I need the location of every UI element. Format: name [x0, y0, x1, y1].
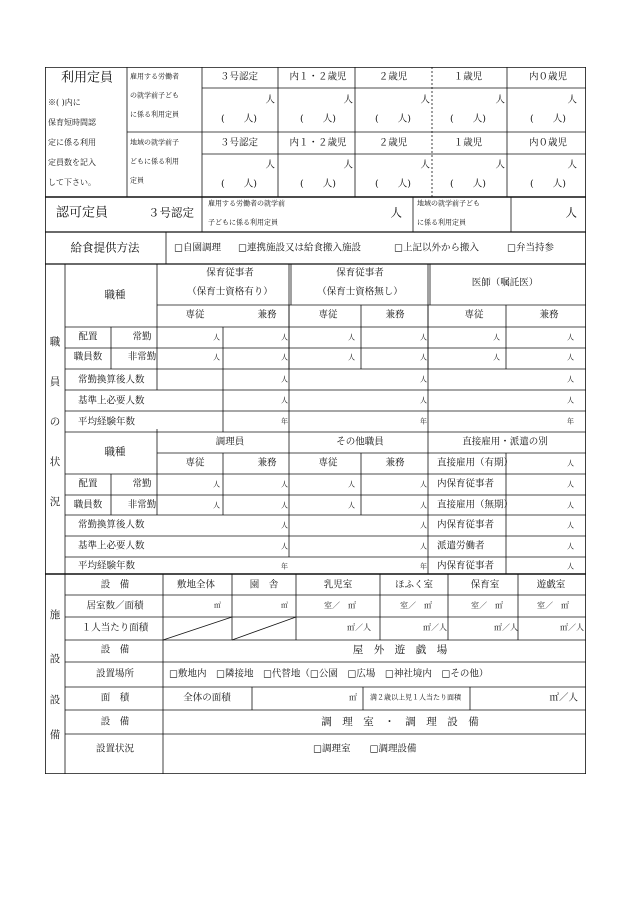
capacity-note-line: 定に係る利用: [48, 138, 96, 147]
regular-label: 常勤: [132, 331, 152, 343]
total-area-label: 全体の面積: [183, 692, 231, 704]
capacity-unit: 人: [495, 159, 505, 171]
meal-option: □弁当持参: [507, 242, 554, 254]
parttime-header: 兼務: [385, 309, 405, 321]
room-area-unit: 室／ ㎡: [537, 601, 569, 610]
capacity-header: 内０歳児: [528, 137, 568, 149]
area-label: 面 積: [100, 692, 130, 704]
converted-label: 常勤換算後人数: [78, 519, 145, 531]
capacity-header: １歳児: [453, 137, 483, 149]
nonregular-label: 非常勤: [127, 499, 157, 511]
unit: 人: [213, 501, 220, 510]
unit: 人: [213, 333, 220, 342]
room-header: 遊戯室: [536, 579, 566, 591]
staff-count-label: 職員数: [73, 351, 103, 363]
capacity-short-unit: ( 人): [530, 178, 566, 190]
unit: 人: [281, 542, 288, 551]
unit: 人: [567, 333, 574, 342]
unit: 人: [567, 480, 574, 489]
capacity-note-line: して下さい。: [48, 178, 96, 187]
room-area-unit: 室／ ㎡: [471, 601, 503, 610]
unit: 人: [281, 480, 288, 489]
unit: 人: [281, 353, 288, 362]
experience-label: 平均経験年数: [78, 416, 136, 428]
capacity-unit: 人: [265, 159, 275, 171]
capacity-short-unit: ( 人): [450, 178, 486, 190]
unit: 年: [281, 417, 288, 426]
unit: 人: [281, 521, 288, 530]
unit: 人: [420, 480, 427, 489]
required-label: 基準上必要人数: [78, 540, 145, 552]
grid-line: [232, 617, 296, 640]
doctor-header: 医師（嘱託医）: [471, 277, 539, 289]
room-header: 保育室: [470, 579, 500, 591]
staff-side-label: の: [49, 415, 61, 428]
capacity-unit: 人: [495, 94, 505, 106]
unit: 人: [420, 542, 427, 551]
capacity-short-unit: ( 人): [375, 113, 411, 125]
capacity-short-unit: ( 人): [300, 178, 336, 190]
playground-header: 屋 外 遊 戯 場: [352, 643, 448, 656]
capacity-unit: 人: [567, 159, 577, 171]
unit: 人: [567, 396, 574, 405]
unit: 人: [281, 375, 288, 384]
sqm-per-person-unit: ㎡／人: [560, 623, 584, 632]
unit: 人: [213, 480, 220, 489]
capacity-unit: 人: [420, 159, 430, 171]
direct-employment-row: 直接雇用（有期）: [437, 457, 514, 469]
employee-capacity-label: の就学前子ども: [130, 91, 179, 100]
unit: 年: [567, 417, 574, 426]
capacity-header: ３号認定: [219, 71, 259, 83]
room-area-unit: 室／ ㎡: [400, 601, 432, 610]
meal-option: □自園調理: [174, 242, 221, 254]
staff-side-label: 況: [49, 495, 61, 508]
unit: 人: [567, 562, 574, 571]
placement-label: 配置: [78, 331, 98, 343]
community-capacity-label: どもに係る利用: [130, 157, 179, 166]
capacity-header: ２歳児: [378, 137, 408, 149]
job-type-label: 職種: [104, 288, 126, 301]
capacity-unit: 人: [567, 94, 577, 106]
unit: 人: [567, 521, 574, 530]
authorized-title: 認可定員: [55, 205, 109, 221]
capacity-header: 内１・２歳児: [289, 71, 347, 83]
childcare-facility-form: [45, 67, 586, 774]
nursery-qualified-header: （保育士資格有り）: [187, 286, 273, 298]
unit: 人: [348, 333, 355, 342]
nonregular-label: 非常勤: [127, 351, 157, 363]
room-header: 乳児室: [323, 579, 353, 591]
sqm-per-person-unit: ㎡／人: [423, 623, 447, 632]
sqm-unit: ㎡: [214, 601, 221, 610]
capacity-note-line: ※( )内に: [48, 98, 81, 107]
unit: 人: [420, 333, 427, 342]
capacity-unit: 人: [343, 159, 353, 171]
experience-label: 平均経験年数: [78, 560, 136, 572]
nursery-qualified-header: 保育従事者: [206, 267, 254, 279]
capacity-short-unit: ( 人): [300, 113, 336, 125]
unit: 人: [281, 333, 288, 342]
direct-employment-row: 直接雇用（無期）: [437, 499, 514, 511]
meal-title: 給食提供方法: [70, 240, 140, 255]
authorized-community-label: に係る利用定員: [417, 218, 466, 227]
direct-employment-row: 内保育従事者: [437, 560, 495, 572]
required-label: 基準上必要人数: [78, 395, 145, 407]
capacity-unit: 人: [265, 94, 275, 106]
facility-side-label: 設: [49, 693, 61, 706]
staff-side-label: 状: [49, 455, 61, 468]
sqm-per-person-unit: ㎡／人: [494, 623, 518, 632]
direct-employment-row: 派遣労働者: [437, 540, 485, 552]
unit: 年: [281, 562, 288, 571]
kitchen-status-options: □調理室 □調理設備: [313, 743, 417, 755]
unit: 人: [348, 480, 355, 489]
parttime-header: 兼務: [385, 457, 405, 469]
unit: 人: [420, 375, 427, 384]
capacity-header: 内０歳児: [528, 71, 568, 83]
unit: 人: [281, 501, 288, 510]
unit: 人: [420, 501, 427, 510]
job-type-label: 職種: [104, 445, 126, 458]
authorized-employee-label: 子どもに係る利用定員: [208, 218, 278, 227]
unit: 人: [348, 353, 355, 362]
staff-side-label: 員: [49, 375, 61, 388]
employee-capacity-label: に係る利用定員: [130, 110, 179, 119]
capacity-short-unit: ( 人): [530, 113, 566, 125]
location-options: □敷地内 □隣接地 □代替地（□公園 □広場 □神社境内 □その他）: [169, 668, 489, 680]
unit: 年: [420, 562, 427, 571]
direct-employment-row: 内保育従事者: [437, 478, 495, 490]
room-area-unit: 室／ ㎡: [324, 601, 356, 610]
sqm-per-person-unit: ㎡／人: [347, 623, 371, 632]
room-header: 園 舎: [249, 579, 279, 591]
room-header: 敷地全体: [176, 579, 216, 591]
other-staff-header: その他職員: [336, 436, 384, 448]
unit: 年: [420, 417, 427, 426]
authorized-employee-label: 雇用する労働者の就学前: [208, 199, 285, 208]
capacity-short-unit: ( 人): [375, 178, 411, 190]
employee-capacity-label: 雇用する労働者: [130, 72, 179, 81]
sqm-per-person-unit: ㎡／人: [549, 692, 578, 704]
capacity-unit: 人: [420, 94, 430, 106]
capacity-note-line: 定員数を記入: [48, 158, 96, 167]
fulltime-header: 専従: [185, 457, 205, 469]
unit: 人: [567, 375, 574, 384]
sqm-unit: ㎡: [281, 601, 288, 610]
capacity-header: ２歳児: [378, 71, 408, 83]
per-child-row-label: １人当たり面積: [81, 622, 149, 634]
parttime-header: 兼務: [257, 457, 277, 469]
placement-label: 配置: [78, 478, 98, 490]
capacity-short-unit: ( 人): [221, 113, 257, 125]
fulltime-header: 専従: [318, 309, 338, 321]
direct-employment-header: 直接雇用・派遣の別: [462, 436, 548, 448]
unit: 人: [281, 396, 288, 405]
capacity-unit: 人: [343, 94, 353, 106]
capacity-short-unit: ( 人): [221, 178, 257, 190]
authorized-type: ３号認定: [148, 205, 194, 220]
fulltime-header: 専従: [318, 457, 338, 469]
unit: 人: [420, 396, 427, 405]
equipment-header: 設 備: [100, 579, 130, 591]
authorized-community-label: 地域の就学前子ども: [417, 199, 480, 208]
capacity-header: １歳児: [453, 71, 483, 83]
unit: 人: [213, 353, 220, 362]
facility-side-label: 設: [49, 652, 61, 665]
parttime-header: 兼務: [257, 309, 277, 321]
fulltime-header: 専従: [185, 309, 205, 321]
unit: 人: [493, 333, 500, 342]
unit: 人: [567, 353, 574, 362]
authorized-unit: 人: [390, 205, 402, 220]
unit: 人: [567, 542, 574, 551]
unit: 人: [420, 521, 427, 530]
fulltime-header: 専従: [464, 309, 484, 321]
authorized-unit: 人: [565, 205, 577, 220]
community-capacity-label: 地域の就学前子: [130, 138, 179, 147]
unit: 人: [420, 353, 427, 362]
room-header: ほふく室: [394, 579, 434, 591]
facility-side-label: 施: [49, 608, 61, 621]
facility-side-label: 備: [49, 728, 61, 741]
regular-label: 常勤: [132, 478, 152, 490]
unit: 人: [348, 501, 355, 510]
grid-line: [163, 617, 232, 640]
converted-label: 常勤換算後人数: [78, 374, 145, 386]
capacity-title: 利用定員: [60, 70, 114, 86]
capacity-header: ３号認定: [219, 137, 259, 149]
unit: 人: [493, 353, 500, 362]
per-child-2plus-label: 満２歳以上児１人当たり面積: [370, 693, 461, 702]
status-label: 設置状況: [95, 743, 135, 755]
sqm-unit: ㎡: [349, 693, 357, 702]
direct-employment-row: 内保育従事者: [437, 519, 495, 531]
meal-option: □上記以外から搬入: [394, 242, 479, 254]
nursery-unqualified-header: 保育従事者: [336, 267, 384, 279]
unit: 人: [567, 459, 574, 468]
kitchen-header: 調 理 室 ・ 調 理 設 備: [321, 715, 479, 728]
staff-count-label: 職員数: [73, 499, 103, 511]
capacity-header: 内１・２歳児: [289, 137, 347, 149]
equipment-header: 設 備: [100, 644, 130, 656]
area-row-label: 居室数／面積: [86, 600, 144, 612]
capacity-short-unit: ( 人): [450, 113, 486, 125]
community-capacity-label: 定員: [130, 176, 144, 185]
cook-header: 調理員: [215, 436, 245, 448]
equipment-header: 設 備: [100, 716, 130, 728]
staff-side-label: 職: [49, 335, 61, 348]
location-label: 設置場所: [95, 668, 135, 680]
capacity-note-line: 保育短時間認: [48, 118, 96, 127]
parttime-header: 兼務: [539, 309, 559, 321]
unit: 人: [567, 501, 574, 510]
meal-option: □連携施設又は給食搬入施設: [238, 242, 361, 254]
nursery-unqualified-header: （保育士資格無し）: [317, 286, 403, 298]
